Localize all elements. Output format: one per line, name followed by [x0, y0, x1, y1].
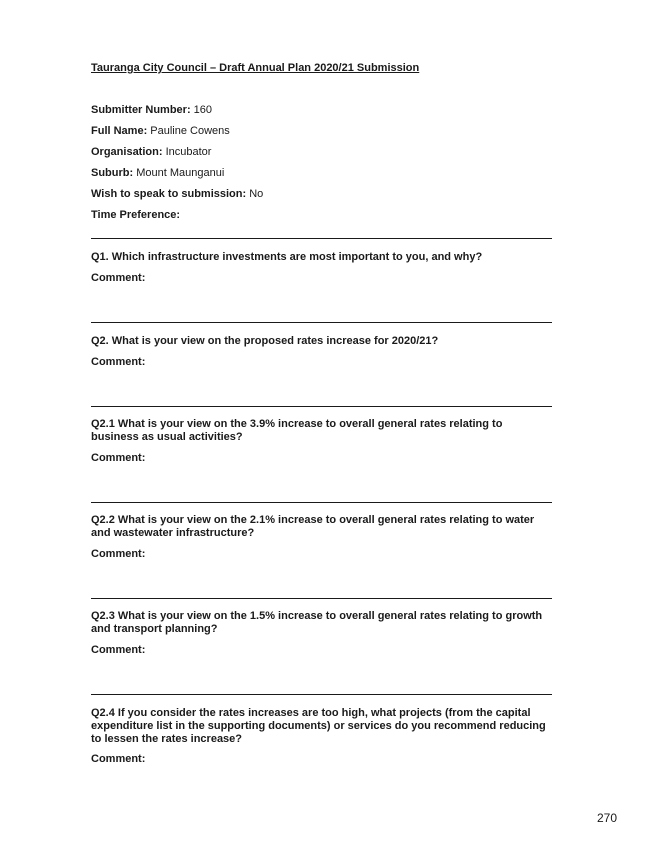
field-label: Suburb: — [91, 167, 134, 179]
field-value: No — [246, 188, 264, 200]
field-value: 160 — [190, 104, 213, 116]
comment-label-q2-1: Comment: — [91, 452, 146, 464]
field-submitter-number — [91, 104, 212, 116]
field-value: Pauline Cowens — [147, 125, 230, 137]
comment-label-q2: Comment: — [91, 356, 146, 368]
field-label: Submitter Number: — [91, 104, 191, 116]
question-q2-3: Q2.3 What is your view on the 1.5% increase to overall general rates relating to growth and transport planning? — [91, 610, 543, 635]
field-suburb — [91, 167, 224, 179]
field-label: Full Name: — [91, 125, 148, 137]
divider-line — [91, 502, 552, 503]
divider-line — [91, 598, 552, 599]
field-label: Wish to speak to submission: — [91, 188, 247, 200]
document-title: Tauranga City Council – Draft Annual Plan 2020/21 Submission — [91, 62, 420, 74]
field-label: Organisation: — [91, 146, 163, 158]
field-value: Mount Maunganui — [133, 167, 225, 179]
question-q1: Q1. Which infrastructure investments are most important to you, and why? — [91, 251, 483, 263]
divider-line — [91, 322, 552, 323]
field-full-name — [91, 125, 230, 137]
field-value: Incubator — [162, 146, 212, 158]
comment-label-q1: Comment: — [91, 272, 146, 284]
field-time-preference — [91, 209, 180, 221]
question-q2-4: Q2.4 If you consider the rates increases are too high, what projects (from the capital expenditure list in the supporting documents) or services do you recommend reducing to lessen the rates increase? — [91, 707, 546, 745]
comment-label-q2-4: Comment: — [91, 753, 146, 765]
field-organisation — [91, 146, 211, 158]
question-q2-1: Q2.1 What is your view on the 3.9% increase to overall general rates relating to business as usual activities? — [91, 418, 503, 443]
page-number: 270 — [596, 811, 617, 825]
field-label: Time Preference: — [91, 209, 181, 221]
divider-line — [91, 694, 552, 695]
divider-line — [91, 406, 552, 407]
comment-label-q2-3: Comment: — [91, 644, 146, 656]
comment-label-q2-2: Comment: — [91, 548, 146, 560]
question-q2-2: Q2.2 What is your view on the 2.1% increase to overall general rates relating to water and wastewater infrastructure? — [91, 514, 535, 539]
question-q2: Q2. What is your view on the proposed rates increase for 2020/21? — [91, 335, 439, 347]
field-wish-to-speak — [91, 188, 263, 200]
divider-line — [91, 238, 552, 239]
